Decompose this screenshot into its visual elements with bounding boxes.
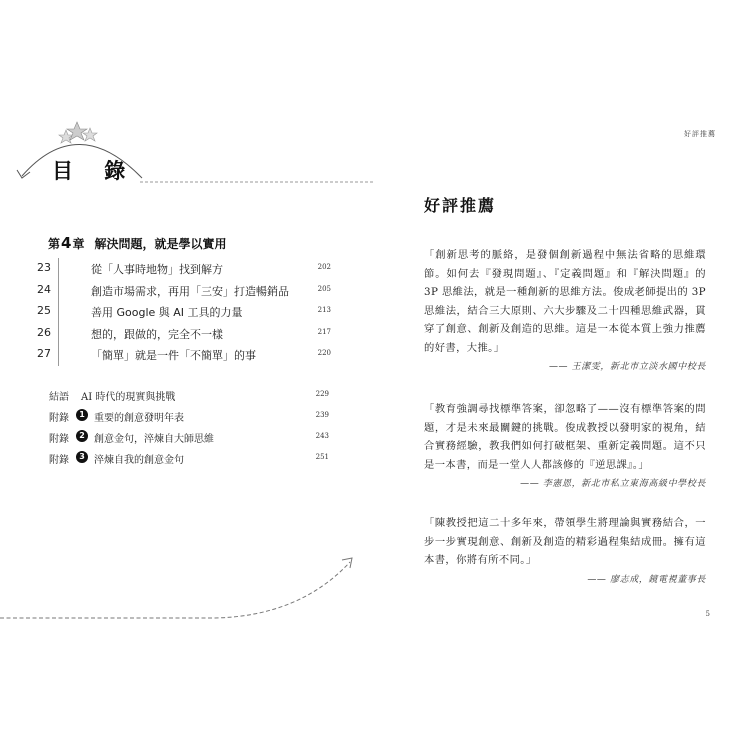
chapter-suffix: 章 — [72, 237, 85, 251]
appendix-number-badge: 3 — [76, 451, 88, 463]
toc-entry[interactable] — [37, 301, 331, 323]
running-head: 好評推薦 — [684, 130, 716, 138]
page-number: 243 — [315, 432, 329, 440]
page-number: 202 — [317, 263, 331, 271]
page-number: 251 — [315, 453, 329, 461]
chapter-number: 4 — [61, 234, 72, 252]
toc-title: 目 錄 — [52, 158, 138, 183]
review-signature: —— 李憲恩，新北市私立東海高級中學校長 — [520, 479, 706, 489]
toc-entry[interactable] — [37, 280, 331, 302]
lesson-title: 「簡單」就是一件「不簡單」的事 — [91, 349, 256, 362]
page-number: 217 — [317, 327, 331, 336]
toc-entry[interactable] — [37, 344, 331, 366]
entry-prefix: 結語 — [49, 392, 69, 403]
swoosh-arrowhead — [342, 558, 352, 568]
lesson-list — [37, 258, 331, 366]
entry-title: 淬煉自我的創意金句 — [94, 455, 184, 466]
review-signature: —— 王潔雯，新北市立淡水國中校長 — [548, 362, 706, 372]
lesson-number: 24 — [37, 282, 51, 296]
entry-prefix: 附錄 — [49, 455, 69, 466]
lesson-number: 26 — [37, 325, 51, 339]
page-number: 229 — [315, 390, 329, 398]
lesson-title: 善用 Google 與 AI 工具的力量 — [91, 306, 243, 319]
toc-entry-appendix[interactable] — [49, 407, 329, 428]
entry-title: AI 時代的現實與挑戰 — [81, 392, 176, 403]
toc-entry[interactable] — [37, 258, 331, 280]
review-quote — [424, 400, 706, 489]
review-signature: —— 廖志成，鏡電視董事長 — [587, 574, 706, 585]
toc-entry[interactable] — [37, 323, 331, 345]
bottom-dashed-swoosh — [0, 562, 350, 618]
review-quote — [424, 514, 706, 585]
lesson-title: 從「人事時地物」找到解方 — [91, 263, 223, 276]
page-number: 205 — [317, 284, 331, 293]
right-page — [375, 0, 750, 750]
page-number: 220 — [317, 349, 331, 357]
entry-title: 創意金句，淬煉自大師思維 — [94, 434, 214, 445]
appendix-number-badge: 2 — [76, 430, 88, 442]
entry-prefix: 附錄 — [49, 413, 69, 424]
review-text: 「創新思考的脈絡，是發個創新過程中無法省略的思維環節。如何去『發現問題』、『定義問題』和『解決問題』的 3P 思維法，就是一種創新的思維方法。俊成老師提出的 3P 思維法，結合三大原則、六大步驟及二十四種思維武器，貫穿了創意、創新及創造的思維。這是一本從本質上強力推薦的好書，大推。」 — [424, 249, 706, 354]
section-title: 好評推薦 — [424, 196, 497, 215]
lesson-title: 想的，跟做的，完全不一樣 — [91, 327, 223, 341]
page-number: 213 — [317, 306, 331, 314]
review-quote — [424, 246, 706, 372]
entry-prefix: 附錄 — [49, 434, 69, 445]
entry-title: 重要的創意發明年表 — [94, 413, 184, 424]
toc-entry-epilogue[interactable] — [49, 386, 329, 407]
toc-entry-appendix[interactable] — [49, 449, 329, 470]
chapter-title: 解決問題，就是學以實用 — [94, 237, 227, 251]
review-text: 「教育強調尋找標準答案，卻忽略了——沒有標準答案的問題，才是未來最關鍵的挑戰。俊成教授以發明家的視角，結合實務經驗，教我們如何打破框架、重新定義問題。這不只是一本書，而是一堂人人都該修的『逆思課』。」 — [424, 403, 706, 471]
review-text: 「陳教授把這二十多年來，帶領學生將理論與實務結合，一步一步實現創意、創新及創造的精彩過程集結成冊。擁有這本書，你將有所不同。」 — [424, 517, 706, 566]
page-folio: 5 — [705, 610, 710, 618]
toc-entry-appendix[interactable] — [49, 428, 329, 449]
lesson-number: 27 — [37, 347, 51, 360]
lesson-number: 23 — [37, 261, 51, 274]
chapter-heading — [48, 234, 226, 252]
page-number: 239 — [315, 411, 329, 419]
appendix-list — [49, 386, 329, 470]
lesson-number: 25 — [37, 304, 51, 317]
lesson-title: 創造市場需求，再用「三安」打造暢銷品 — [91, 284, 289, 298]
appendix-number-badge: 1 — [76, 409, 88, 421]
chapter-prefix: 第 — [48, 237, 61, 251]
